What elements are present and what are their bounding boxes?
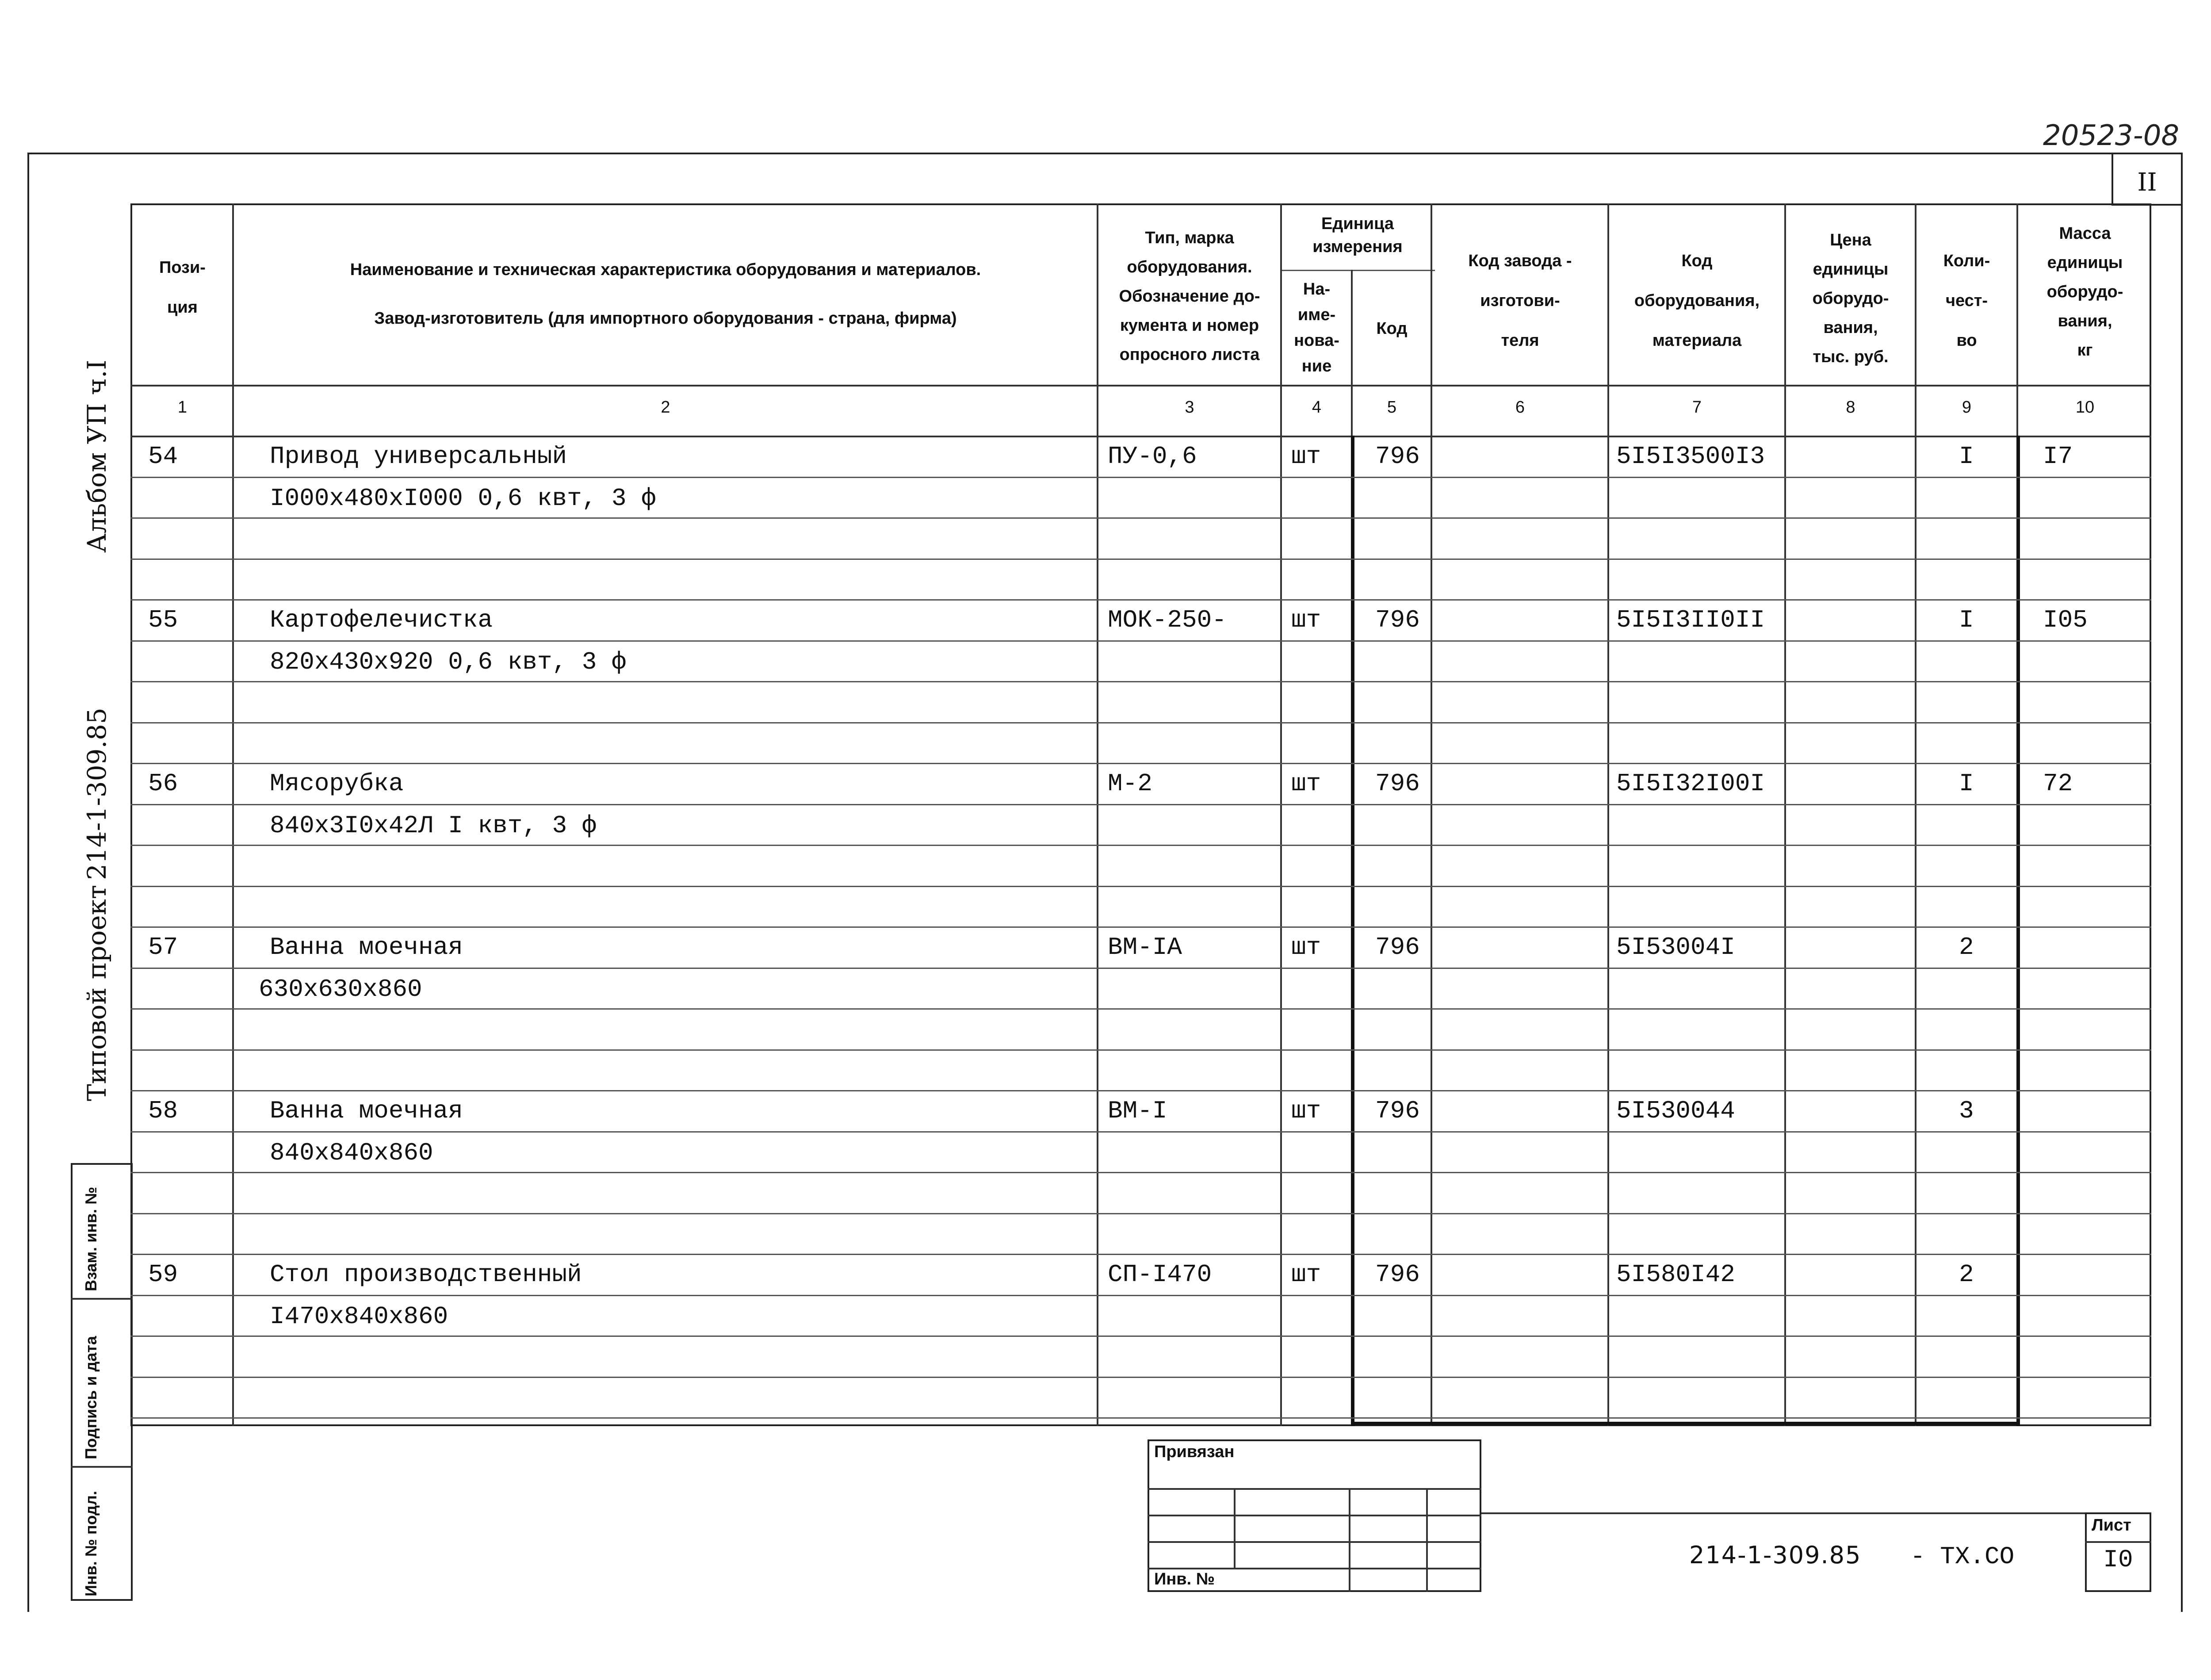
- title-line: [1481, 1512, 2151, 1514]
- linked-label: Привязан: [1154, 1443, 1235, 1461]
- project-code-label: 214-1-309.85: [82, 708, 112, 880]
- item-quantity: I: [1959, 606, 1974, 634]
- row-line: [130, 559, 2151, 560]
- item-position: 55: [148, 606, 178, 634]
- header-text: оборудования,: [1634, 291, 1760, 310]
- column-number: 4: [1312, 398, 1322, 417]
- header-text: ние: [1301, 357, 1332, 375]
- item-unit: шт: [1291, 606, 1321, 634]
- row-line: [130, 517, 2151, 519]
- item-unit-code: 796: [1375, 606, 1420, 634]
- header-text: Наименование и техническая характеристика оборудования и материалов.: [350, 260, 981, 279]
- header-text: Единица: [1321, 214, 1394, 233]
- row-line: [130, 1131, 2151, 1133]
- header-text: оборудо-: [2047, 283, 2123, 301]
- item-mass: I05: [2043, 606, 2088, 634]
- row-line: [130, 681, 2151, 682]
- bold-divider: [1351, 436, 1354, 1426]
- row-line: [130, 926, 2151, 928]
- original-inventory-label: Инв. № подл.: [82, 1491, 100, 1596]
- item-unit: шт: [1291, 933, 1321, 961]
- header-price: [1786, 226, 1915, 371]
- item-quantity: I: [1959, 769, 1974, 798]
- item-equipment-code: 5I53004I: [1616, 933, 1735, 961]
- row-line: [130, 599, 2151, 601]
- row-line: [130, 1172, 2151, 1173]
- header-text: нова-: [1294, 331, 1339, 350]
- header-text: Завод-изготовитель (для импортного оборудования - страна, фирма): [374, 309, 957, 328]
- item-position: 58: [148, 1097, 178, 1125]
- row-line: [130, 1417, 2151, 1419]
- row-line: [130, 1336, 2151, 1337]
- replacement-inventory-label: Взам. инв. №: [82, 1186, 100, 1291]
- stamp-line: [1148, 1541, 1481, 1543]
- header-mass: [2019, 219, 2151, 365]
- item-quantity: 2: [1959, 933, 1974, 961]
- stamp-line: [1148, 1488, 1481, 1490]
- item-name: Ванна моечная: [270, 1097, 463, 1125]
- header-text: опросного листа: [1119, 345, 1260, 364]
- column-number: 1: [177, 398, 187, 417]
- bold-bottom-line: [1351, 1422, 2020, 1425]
- stamp-line: [1148, 1515, 1481, 1516]
- header-text: кумента и номер: [1120, 316, 1259, 335]
- col-divider: [1097, 203, 1098, 1426]
- album-label: Альбом УП ч.I: [82, 360, 112, 553]
- column-number: 5: [1387, 398, 1397, 417]
- header-text: во: [1956, 331, 1977, 350]
- header-type: [1101, 223, 1278, 369]
- row-line: [130, 968, 2151, 969]
- column-number: 2: [661, 398, 670, 417]
- row-line: [130, 804, 2151, 805]
- header-position: [133, 248, 232, 327]
- item-type: М-2: [1108, 769, 1152, 798]
- stamp-vline: [1234, 1488, 1236, 1568]
- item-type: ВМ-I: [1108, 1097, 1167, 1125]
- col-divider: [1280, 203, 1282, 1426]
- item-unit: шт: [1291, 1260, 1321, 1289]
- item-unit: шт: [1291, 1097, 1321, 1125]
- header-text: единицы: [2047, 253, 2123, 272]
- row-line: [130, 1008, 2151, 1010]
- item-unit-code: 796: [1375, 769, 1420, 798]
- header-text: оборудования.: [1127, 258, 1252, 276]
- column-number: 8: [1846, 398, 1855, 417]
- row-line: [130, 1377, 2151, 1378]
- header-units: [1282, 212, 1433, 258]
- header-text: чест-: [1945, 291, 1988, 310]
- header-text: вания,: [2058, 312, 2112, 330]
- header-equipment-code: [1610, 241, 1784, 360]
- item-equipment-code: 5I5I3II0II: [1616, 606, 1765, 634]
- header-text: Тип, марка: [1145, 229, 1234, 247]
- item-specification: 630x630x860: [259, 975, 422, 1003]
- item-quantity: 2: [1959, 1260, 1974, 1289]
- row-line: [130, 1213, 2151, 1214]
- col-divider: [1784, 203, 1786, 1426]
- item-position: 54: [148, 442, 178, 471]
- stamp-line: [1148, 1568, 1481, 1569]
- item-position: 59: [148, 1260, 178, 1289]
- column-number: 6: [1515, 398, 1525, 417]
- header-quantity: [1917, 241, 2016, 360]
- row-line: [130, 722, 2151, 723]
- header-text: измерения: [1312, 237, 1403, 256]
- col-divider: [1351, 270, 1353, 436]
- header-bottom-line: [130, 385, 2151, 387]
- bold-divider: [2016, 436, 2020, 1426]
- item-quantity: I: [1959, 442, 1974, 471]
- item-specification: 840x840x860: [270, 1139, 433, 1167]
- header-text: ция: [167, 298, 198, 317]
- stamp-divider: [71, 1466, 133, 1468]
- header-factory-code: [1433, 241, 1607, 360]
- item-equipment-code: 5I5I3500I3: [1616, 442, 1765, 471]
- row-line: [130, 640, 2151, 642]
- col-divider: [232, 203, 234, 1426]
- header-text: Код завода -: [1468, 252, 1572, 270]
- item-position: 57: [148, 933, 178, 961]
- column-number: 7: [1692, 398, 1702, 417]
- header-text: оборудо-: [1812, 289, 1889, 308]
- stamp-divider: [71, 1298, 133, 1300]
- title-line: [2085, 1541, 2151, 1543]
- item-type: СП-I470: [1108, 1260, 1212, 1289]
- row-line: [130, 763, 2151, 764]
- item-name: Стол производственный: [270, 1260, 582, 1289]
- stamp-vline: [1426, 1488, 1428, 1592]
- document-suffix: - ТХ.СО: [1910, 1542, 2015, 1571]
- header-text: На-: [1303, 280, 1331, 298]
- column-numbers-line: [130, 436, 2151, 437]
- item-name: Ванна моечная: [270, 933, 463, 961]
- row-line: [130, 886, 2151, 887]
- item-unit-code: 796: [1375, 933, 1420, 961]
- item-position: 56: [148, 769, 178, 798]
- sheet-number: I0: [2103, 1546, 2133, 1574]
- item-equipment-code: 5I5I32I00I: [1616, 769, 1765, 798]
- row-line: [130, 1049, 2151, 1051]
- stamp-vline: [1349, 1488, 1350, 1592]
- col-divider: [1607, 203, 1609, 1426]
- item-unit-code: 796: [1375, 1260, 1420, 1289]
- project-type-label: Типовой проект: [82, 885, 112, 1101]
- item-specification: I000x480xI000 0,6 квт, 3 ф: [270, 484, 656, 513]
- column-number: 9: [1962, 398, 1972, 417]
- item-type: ВМ-IА: [1108, 933, 1182, 961]
- header-text: единицы: [1813, 260, 1889, 279]
- header-text: Обозначение до-: [1119, 287, 1260, 306]
- item-mass: I7: [2043, 442, 2073, 471]
- header-unit-code: Код: [1376, 319, 1408, 338]
- item-mass: 72: [2043, 769, 2073, 798]
- item-unit-code: 796: [1375, 1097, 1420, 1125]
- row-line: [130, 1295, 2151, 1296]
- header-text: тыс. руб.: [1813, 348, 1889, 366]
- column-number: 3: [1185, 398, 1194, 417]
- item-specification: 840x3I0x42Л I квт, 3 ф: [270, 811, 597, 840]
- item-specification: 820x430x920 0,6 квт, 3 ф: [270, 648, 627, 676]
- item-quantity: 3: [1959, 1097, 1974, 1125]
- item-equipment-code: 5I580I42: [1616, 1260, 1735, 1289]
- item-name: Картофелечистка: [270, 606, 493, 634]
- item-type: МОК-250-: [1108, 606, 1227, 634]
- row-line: [130, 845, 2151, 846]
- header-text: теля: [1501, 331, 1539, 350]
- header-name: [237, 245, 1094, 343]
- header-text: Пози-: [159, 258, 206, 277]
- header-text: материала: [1652, 331, 1742, 350]
- header-text: изготови-: [1480, 291, 1560, 310]
- stamp-column: [71, 1163, 133, 1601]
- inventory-label: Инв. №: [1154, 1570, 1215, 1588]
- col-divider: [1915, 203, 1916, 1426]
- document-number: 20523-08: [2043, 119, 2180, 152]
- col-divider: [1431, 203, 1432, 1426]
- header-text: вания,: [1823, 318, 1878, 337]
- row-line: [130, 477, 2151, 478]
- item-equipment-code: 5I530044: [1616, 1097, 1735, 1125]
- item-name: Мясорубка: [270, 769, 404, 798]
- item-unit: шт: [1291, 769, 1321, 798]
- header-text: Коли-: [1943, 252, 1990, 270]
- row-line: [130, 1090, 2151, 1091]
- header-text: Код: [1681, 252, 1713, 270]
- signature-date-label: Подпись и дата: [82, 1336, 100, 1459]
- column-number: 10: [2075, 398, 2095, 417]
- document-code: 214-1-309.85: [1689, 1541, 1862, 1569]
- header-text: Масса: [2059, 224, 2111, 243]
- header-text: Цена: [1830, 231, 1871, 249]
- item-name: Привод универсальный: [270, 442, 567, 471]
- item-type: ПУ-0,6: [1108, 442, 1197, 471]
- units-divider: [1280, 270, 1435, 271]
- header-text: име-: [1297, 306, 1336, 324]
- header-unit-name: [1282, 276, 1351, 379]
- sheet-label: Лист: [2092, 1516, 2131, 1535]
- item-unit: шт: [1291, 442, 1321, 471]
- row-line: [130, 1254, 2151, 1255]
- item-specification: I470x840x860: [270, 1302, 448, 1331]
- corner-sheet-number: II: [2137, 168, 2157, 197]
- header-text: кг: [2077, 341, 2093, 360]
- item-unit-code: 796: [1375, 442, 1420, 471]
